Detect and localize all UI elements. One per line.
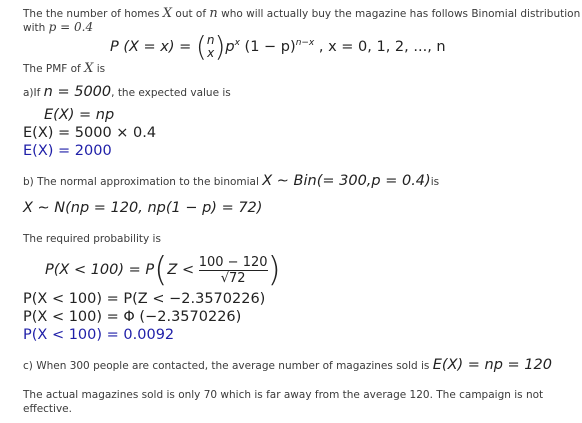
fraction-denominator: √72 [220,270,246,286]
pmf-p: p [225,39,235,55]
pmf-label-is: is [93,63,106,75]
part-c-intro-text: c) When 300 people are contacted, the average number of magazines sold is [23,360,433,372]
pmf-mid: (1 − p) [239,39,296,55]
pmf-rest: , x = 0, 1, 2, ..., n [314,39,446,55]
pmf-lhs: P (X = x) = [110,39,196,55]
pmf-label [23,61,105,76]
binom-coefficient [207,34,215,60]
intro-text: The the number of homes [23,8,163,20]
part-a-line-1: E(X) = np [44,107,115,123]
pmf-label-text: The PMF of [23,63,85,75]
part-a-tail: , the expected value is [111,87,231,99]
intro-with: with [23,22,49,34]
p-equation: p = 0.4 [48,20,94,34]
intro-out-of: out of [172,8,210,20]
part-b-line-2: P(X < 100) = P(Z < −2.3570226) [23,291,266,307]
var-n: n [209,6,218,21]
part-a-intro-text: a)If [23,87,44,99]
binom-left-paren: ( [195,30,207,63]
part-a-result: E(X) = 2000 [23,143,112,159]
normal-approximation: X ∼ N(np = 120, np(1 − p) = 72) [23,200,263,216]
z-less-than: Z < [167,262,199,278]
intro-line-1 [23,6,580,21]
part-a-n-equation: n = 5000 [43,84,112,100]
fraction-numerator: 100 − 120 [198,254,268,270]
pmf-formula [110,30,446,63]
pmf-exp-nx: n−x [295,38,315,49]
intro-line-2 [23,20,93,34]
big-left-paren: ( [154,250,168,290]
intro-who: who will actually buy the magazine has follows Binomial distribution [217,8,581,20]
part-c-expectation: E(X) = np = 120 [432,357,552,373]
part-a-line-2: E(X) = 5000 × 0.4 [23,125,157,141]
part-b-intro [23,173,439,189]
required-probability-label: The required probability is [23,233,161,245]
big-right-paren: ) [267,250,281,290]
var-x: X [162,6,173,21]
pmf-exp-x: x [234,38,240,49]
binom-top: n [206,33,215,47]
conclusion-line-2: effective. [23,403,72,415]
z-fraction [199,255,268,286]
pmf-label-var: X [84,61,94,76]
binom-bottom: x [207,46,215,60]
binom-right-paren: ) [214,30,226,63]
conclusion-line-1: The actual magazines sold is only 70 which is far away from the average 120. The campaign is not [23,389,544,401]
part-a-intro [23,84,231,100]
part-b-result: P(X < 100) = 0.0092 [23,327,175,343]
probability-fraction-line [45,250,281,290]
part-b-is: is [430,176,440,188]
part-b-intro-text: b) The normal approximation to the binomial [23,176,263,188]
binomial-distribution: X ∼ Bin(= 300,p = 0.4) [262,173,431,189]
part-b-line-3: P(X < 100) = Φ (−2.3570226) [23,309,242,325]
prob-lhs: P(X < 100) = P [45,262,155,278]
part-c-intro [23,357,552,373]
